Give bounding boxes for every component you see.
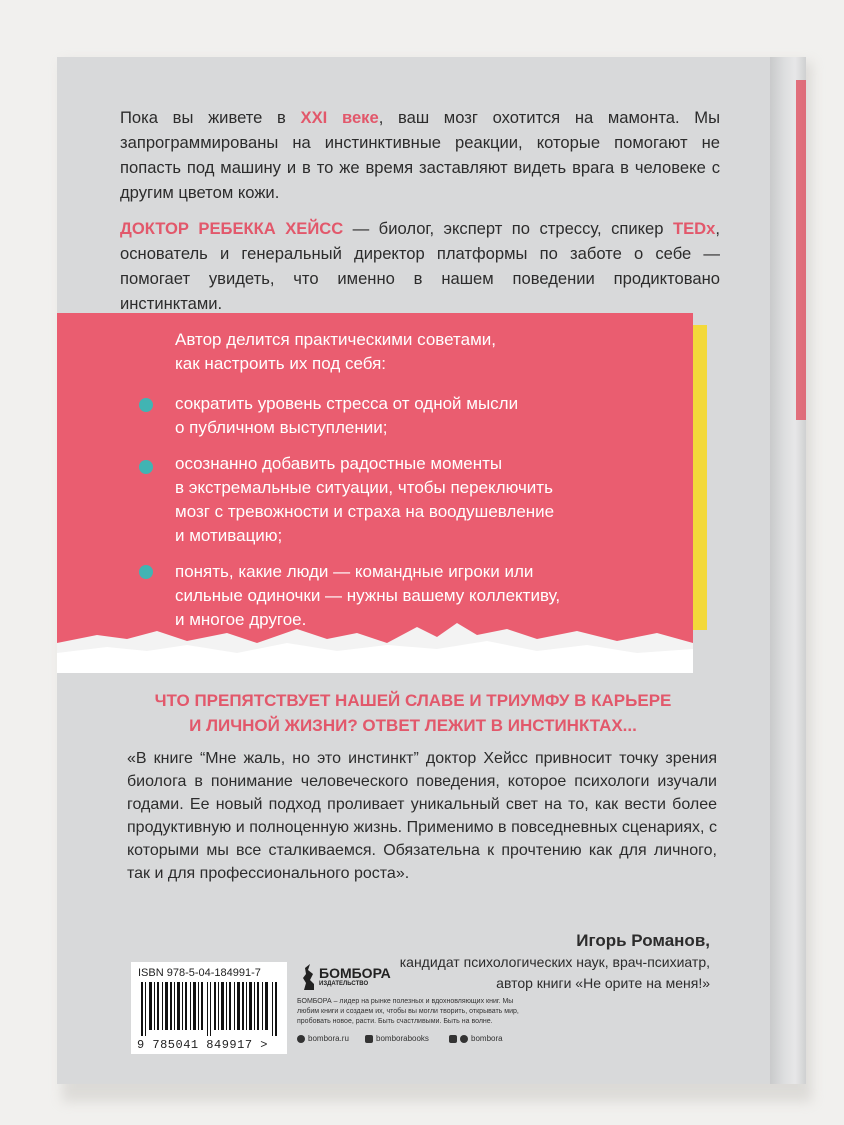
author-name-highlight: ДОКТОР РЕБЕККА ХЕЙСС (120, 219, 344, 238)
youtube-icon (449, 1035, 457, 1043)
social-website: bombora.ru (297, 1034, 349, 1043)
publisher-subtitle: ИЗДАТЕЛЬСТВО (319, 981, 369, 987)
book-back-cover (57, 57, 770, 1084)
tip-1-line-2: о публичном выступлении; (175, 418, 388, 437)
review-quote: «В книге “Мне жаль, но это инстинкт” доктор Хейсс привносит точку зрения биолога в понимание человеческого поведения, которое психологи изучали годами. Ее новый подход проливает уникальный свет на то, как вести более продуктивную и полноценную жизнь. Применимо в повседневных сценариях, с которыми мы все сталкиваемся. Обязательна к прочтению как для личного, так и для профессионального роста». (127, 750, 717, 882)
bullet-dot-3 (139, 565, 153, 579)
vk-icon (365, 1035, 373, 1043)
tips-lead-line-2: как настроить их под себя: (175, 354, 387, 373)
headline-line-2: И ЛИЧНОЙ ЖИЗНИ? ОТВЕТ ЛЕЖИТ В ИНСТИНКТАХ... (189, 716, 637, 735)
publisher-name: БОМБОРА (319, 965, 391, 981)
review-author-credential-1: кандидат психологических наук, врач-психиатр, (399, 954, 710, 970)
highlight-century: XXI веке (300, 108, 379, 127)
barcode-digits: 9 785041 849917 > (137, 1038, 268, 1052)
tip-3-line-2: сильные одиночки — нужны вашему коллективу, (175, 586, 561, 605)
social-messengers: bombora (449, 1034, 503, 1043)
globe-icon (297, 1035, 305, 1043)
tip-1-line-1: сократить уровень стресса от одной мысли (175, 394, 519, 413)
telegram-icon (460, 1035, 468, 1043)
snowy-mountains-illustration (57, 613, 770, 673)
tedx-highlight: TEDx (672, 219, 716, 238)
social-vk: bomborabooks (365, 1034, 429, 1043)
barcode (131, 962, 287, 1054)
bullet-dot-2 (139, 460, 153, 474)
publisher-description: БОМБОРА – лидер на рынке полезных и вдохновляющих книг. Мы любим книги и создаем их, чтобы вы могли творить, открывать мир, пробовать новое, расти. Быть счастливыми. Быть на волне. (297, 998, 519, 1025)
isbn-label: ISBN 978-5-04-184991-7 (138, 967, 261, 979)
tip-2-line-3: мозг с тревожности и страха на воодушевление (175, 502, 555, 521)
intro-paragraph-1: Пока вы живете в XXI веке, ваш мозг охотится на мамонта. Мы запрограммированы на инстинктивные реакции, которые помогают не попасть под машину и в то же время заставляют видеть врага в человеке с другим цветом кожи. (120, 108, 720, 202)
review-author: Игорь Романов, (576, 931, 710, 950)
tips-lead-line-1: Автор делится практическими советами, (175, 330, 496, 349)
tip-2-line-2: в экстремальные ситуации, чтобы переключить (175, 478, 553, 497)
tip-2-line-4: и мотивацию; (175, 526, 283, 545)
headline (97, 688, 729, 738)
spine-red-accent (796, 80, 806, 420)
headline-line-1: ЧТО ПРЕПЯТСТВУЕТ НАШЕЙ СЛАВЕ И ТРИУМФУ В КАРЬЕРЕ (154, 691, 672, 710)
review-author-credential-2: автор книги «Не орите на меня!» (496, 975, 710, 991)
barcode-bars (141, 982, 279, 1036)
tip-2-line-1: осознанно добавить радостные моменты (175, 454, 503, 473)
yellow-edge-stripe (693, 325, 707, 630)
bullet-dot-1 (139, 398, 153, 412)
tip-3-line-1: понять, какие люди — командные игроки или (175, 562, 534, 581)
bombora-logo-icon (301, 962, 317, 992)
intro-paragraph-2: ДОКТОР РЕБЕККА ХЕЙСС — биолог, эксперт по стрессу, спикер TEDx, основатель и генеральный директор платформы по заботе о себе — помогает увидеть, что именно в нашем поведении продиктовано инстинктами. (120, 219, 720, 313)
tip-3-line-3: и многое другое. (175, 610, 307, 629)
